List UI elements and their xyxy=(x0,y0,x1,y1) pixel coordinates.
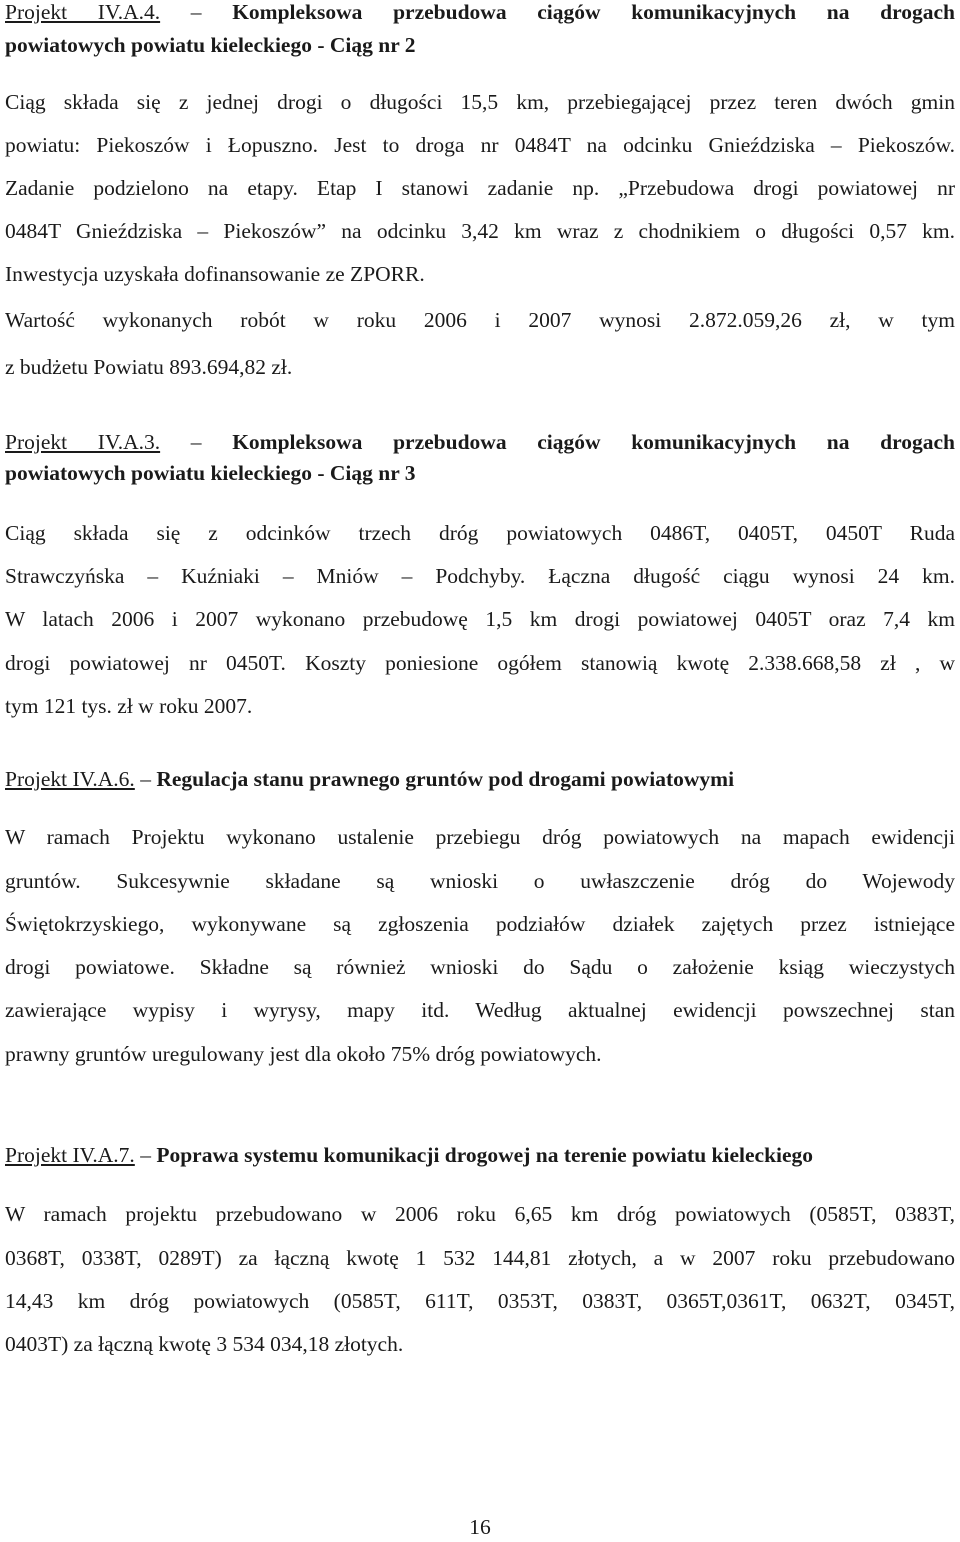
heading-text: powiatowych powiatu kieleckiego - Ciąg nr 2 xyxy=(5,33,416,57)
paragraph-line: W latach 2006 i 2007 wykonano przebudowę 1,5 km drogi powiatowej 0405T oraz 7,4 km xyxy=(5,607,955,631)
paragraph-line: Inwestycja uzyskała dofinansowanie ze ZPORR. xyxy=(5,262,425,286)
paragraph-line: gruntów. Sukcesywnie składane są wnioski o uwłaszczenie dróg do Wojewody xyxy=(5,869,955,893)
paragraph-line: Świętokrzyskiego, wykonywane są zgłoszenia podziałów działek zajętych przez istniejące xyxy=(5,912,955,936)
heading-text: powiatowych powiatu kieleckiego - Ciąg nr 3 xyxy=(5,461,416,485)
paragraph-line: 0484T Gnieździska – Piekoszów” na odcinku 3,42 km wraz z chodnikiem o długości 0,57 km. xyxy=(5,219,955,243)
paragraph-line: drogi powiatowe. Składne są również wnioski do Sądu o założenie ksiąg wieczystych xyxy=(5,955,955,979)
project-label: Projekt IV.A.3. xyxy=(5,430,161,454)
section-heading: Projekt IV.A.6. – Regulacja stanu prawnego gruntów pod drogami powiatowymi xyxy=(5,767,735,791)
paragraph-line: 0403T) za łączną kwotę 3 534 034,18 złotych. xyxy=(5,1332,404,1356)
project-label: Projekt IV.A.6. xyxy=(5,767,135,791)
heading-text: Kompleksowa przebudowa ciągów komunikacyjnych na drogach xyxy=(232,430,955,454)
page-number: 16 xyxy=(469,1515,491,1539)
paragraph-line: drogi powiatowej nr 0450T. Koszty poniesione ogółem stanowią kwotę 2.338.668,58 zł , w xyxy=(5,651,955,675)
paragraph-line: Ciąg składa się z odcinków trzech dróg powiatowych 0486T, 0405T, 0450T Ruda xyxy=(5,521,955,545)
paragraph-line: prawny gruntów uregulowany jest dla około 75% dróg powiatowych. xyxy=(5,1042,602,1066)
paragraph-line: Zadanie podzielono na etapy. Etap I stanowi zadanie np. „Przebudowa drogi powiatowej nr xyxy=(5,176,955,200)
section-heading: Projekt IV.A.3. – Kompleksowa przebudowa ciągów komunikacyjnych na drogach xyxy=(5,430,955,454)
heading-text: Regulacja stanu prawnego gruntów pod drogami powiatowymi xyxy=(156,767,735,791)
document-page xyxy=(5,0,955,1537)
paragraph-line: zawierające wypisy i wyrysy, mapy itd. Według aktualnej ewidencji powszechnej stan xyxy=(5,998,955,1022)
paragraph-line: tym 121 tys. zł w roku 2007. xyxy=(5,694,253,718)
heading-text: Kompleksowa przebudowa ciągów komunikacyjnych na drogach xyxy=(232,0,955,24)
paragraph-line: Wartość wykonanych robót w roku 2006 i 2007 wynosi 2.872.059,26 zł, w tym xyxy=(5,308,955,332)
section-heading: Projekt IV.A.4. – Kompleksowa przebudowa ciągów komunikacyjnych na drogach xyxy=(5,0,955,24)
heading-text: Poprawa systemu komunikacji drogowej na terenie powiatu kieleckiego xyxy=(156,1143,814,1167)
paragraph-line: W ramach Projektu wykonano ustalenie przebiegu dróg powiatowych na mapach ewidencji xyxy=(5,825,955,849)
paragraph-line: Ciąg składa się z jednej drogi o długości 15,5 km, przebiegającej przez teren dwóch gmin xyxy=(5,90,955,114)
paragraph-line: z budżetu Powiatu 893.694,82 zł. xyxy=(5,355,293,379)
project-label: Projekt IV.A.4. xyxy=(5,0,161,24)
paragraph-line: W ramach projektu przebudowano w 2006 roku 6,65 km dróg powiatowych (0585T, 0383T, xyxy=(5,1202,955,1226)
section-heading: Projekt IV.A.7. – Poprawa systemu komunikacji drogowej na terenie powiatu kieleckiego xyxy=(5,1143,814,1167)
project-label: Projekt IV.A.7. xyxy=(5,1143,135,1167)
paragraph-line: powiatu: Piekoszów i Łopuszno. Jest to droga nr 0484T na odcinku Gnieździska – Piekoszów. xyxy=(5,133,955,157)
paragraph-line: Strawczyńska – Kuźniaki – Mniów – Podchyby. Łączna długość ciągu wynosi 24 km. xyxy=(5,564,955,588)
paragraph-line: 14,43 km dróg powiatowych (0585T, 611T, 0353T, 0383T, 0365T,0361T, 0632T, 0345T, xyxy=(5,1289,955,1313)
paragraph-line: 0368T, 0338T, 0289T) za łączną kwotę 1 532 144,81 złotych, a w 2007 roku przebudowano xyxy=(5,1246,955,1270)
